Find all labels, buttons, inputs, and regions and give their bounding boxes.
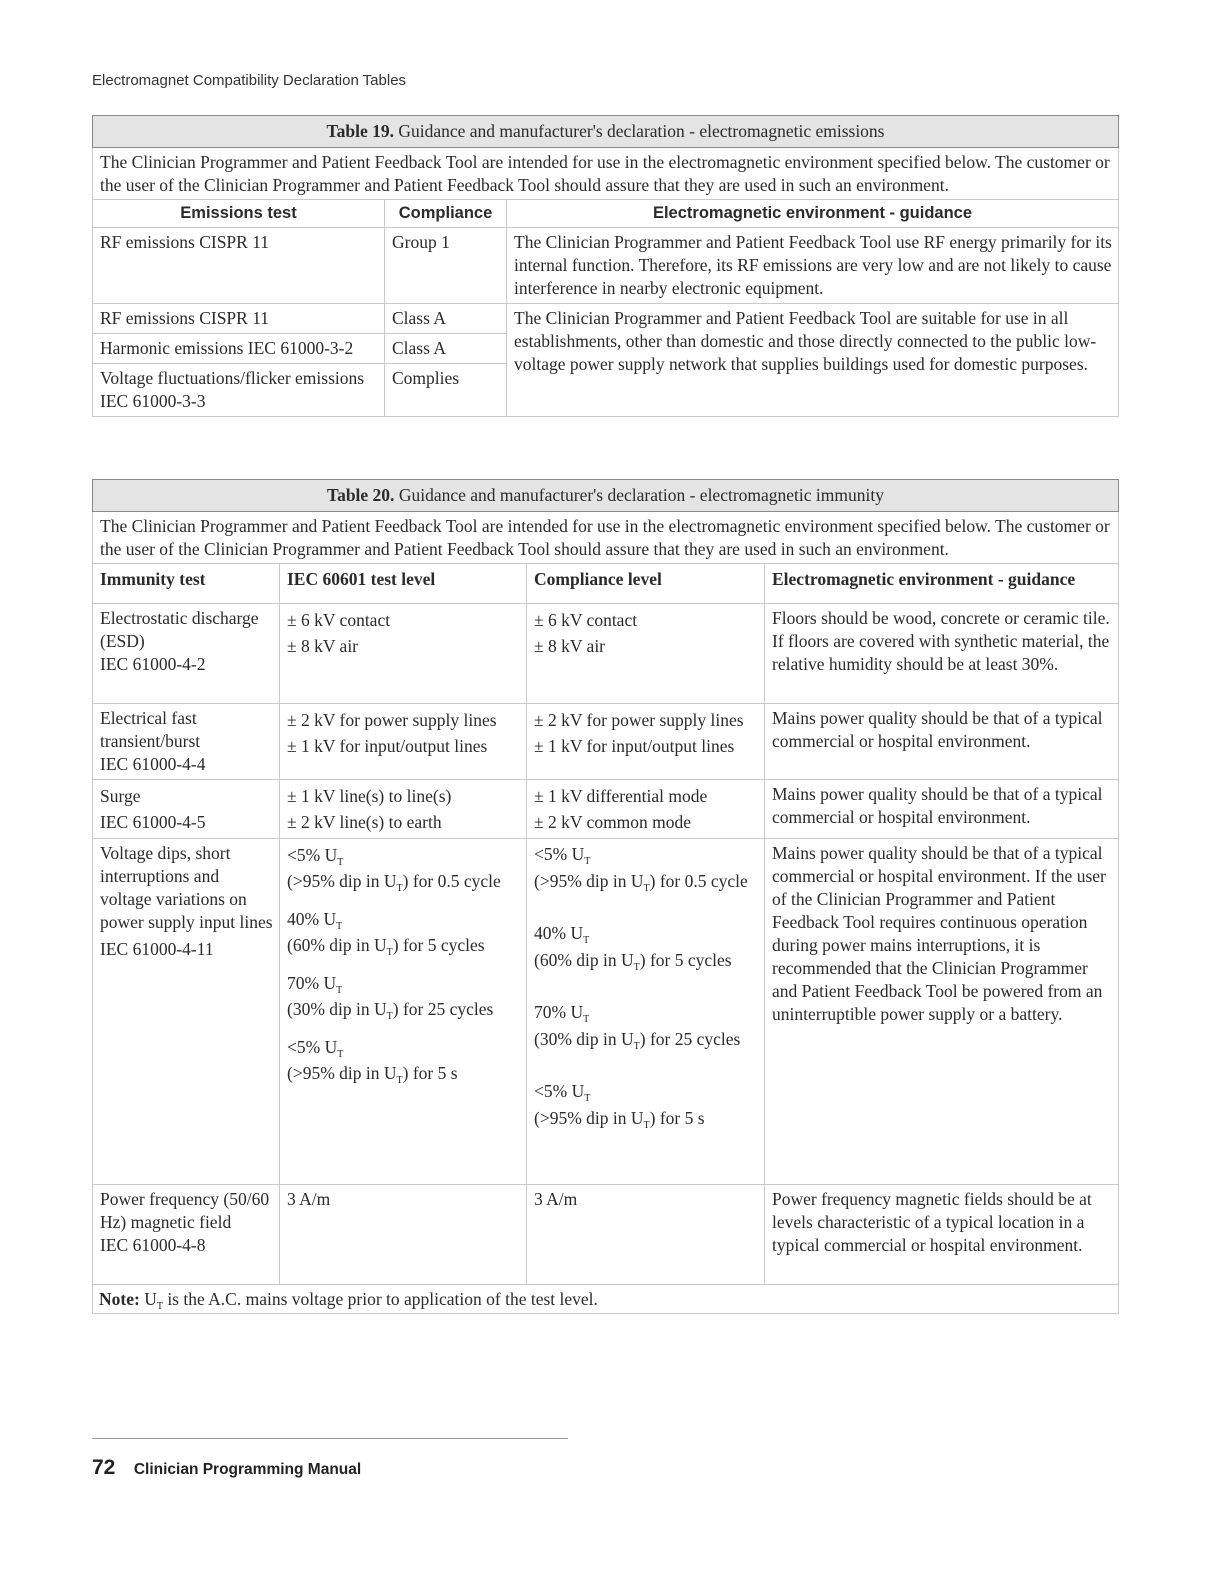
table-row <box>93 304 1119 334</box>
test-level-cell <box>280 780 527 839</box>
table-intro: The Clinician Programmer and Patient Feedback Tool are intended for use in the electromagnetic environment specified below. The customer or the user of the Clinician Programmer and Patient Feedback Tool should assure that they are used in such an environment. <box>93 512 1119 564</box>
standard-id: IEC 61000-4-2 <box>100 654 206 674</box>
level-line: ± 8 kV air <box>534 636 606 656</box>
level-line: ± 1 kV for input/output lines <box>287 736 488 756</box>
guidance-cell: Mains power quality should be that of a typical commercial or hospital environment. <box>765 780 1119 839</box>
column-header: Electromagnetic environment - guidance <box>765 564 1119 604</box>
level-line: ± 1 kV for input/output lines <box>534 736 735 756</box>
level-pct: <5% $U_T$ <box>534 844 591 867</box>
emissions-test-cell: Voltage fluctuations/flicker emissions IEC 61000-3-3 <box>93 364 385 417</box>
level-line: ± 2 kV for power supply lines <box>287 710 497 730</box>
running-header: Electromagnet Compatibility Declaration Tables <box>92 72 407 89</box>
level-line: ± 1 kV line(s) to line(s) <box>287 786 452 806</box>
level-dip: (60% dip in $U_T$) for 5 cycles <box>534 950 732 973</box>
compliance-level-cell <box>527 780 765 839</box>
level-dip: (>95% dip in $U_T$) for 0.5 cycle <box>287 871 501 894</box>
immunity-test-cell <box>93 839 280 1185</box>
test-name: Electrostatic discharge (ESD) <box>100 608 259 651</box>
test-name: Surge <box>100 786 141 806</box>
level-line: ± 1 kV differential mode <box>534 786 708 806</box>
table-row <box>93 780 1119 839</box>
table-row <box>93 228 1119 304</box>
immunity-test-cell <box>93 704 280 780</box>
level-dip: (>95% dip in $U_T$) for 5 s <box>287 1063 458 1086</box>
level-pct: <5% $U_T$ <box>287 845 344 868</box>
manual-title: Clinician Programming Manual <box>133 1461 362 1478</box>
compliance-level-cell <box>527 604 765 704</box>
test-name: Voltage dips, short interruptions and voltage variations on power supply input lines <box>100 843 273 932</box>
column-header: Emissions test <box>93 200 385 228</box>
level-dip: (60% dip in $U_T$) for 5 cycles <box>287 935 485 958</box>
guidance-cell: Mains power quality should be that of a typical commercial or hospital environment. If the user of the Clinician Programmer and Patient Feedback Tool requires continuous operation during power mains interruptions, it is recommended that the Clinician Programmer and Patient Feedback Tool be powered from an uninterruptible power supply or a battery. <box>765 839 1119 1185</box>
compliance-level-cell <box>527 704 765 780</box>
guidance-cell: The Clinician Programmer and Patient Feedback Tool are suitable for use in all establishments, other than domestic and those directly connected to the public low-voltage power supply network that supplies buildings used for domestic purposes. <box>507 304 1119 417</box>
standard-id: IEC 61000-4-5 <box>100 812 206 832</box>
level-pct: 70% $U_T$ <box>287 973 343 996</box>
level-line: ± 2 kV line(s) to earth <box>287 812 442 832</box>
level-dip: (>95% dip in $U_T$) for 0.5 cycle <box>534 871 748 894</box>
compliance-cell: Class A <box>385 304 507 334</box>
footer-rule <box>92 1438 568 1439</box>
level-dip: (30% dip in $U_T$) for 25 cycles <box>534 1029 741 1052</box>
emissions-test-cell: Harmonic emissions IEC 61000-3-2 <box>93 334 385 364</box>
level-line: ± 2 kV for power supply lines <box>534 710 744 730</box>
guidance-cell: The Clinician Programmer and Patient Feedback Tool use RF energy primarily for its internal function. Therefore, its RF emissions are very low and are not likely to cause interference in nearby electronic equipment. <box>507 228 1119 304</box>
table-caption <box>93 480 1119 512</box>
level-line: ± 2 kV common mode <box>534 812 692 832</box>
standard-id: IEC 61000-4-8 <box>100 1235 206 1255</box>
test-name: Power frequency (50/60 Hz) magnetic field <box>100 1189 270 1232</box>
table-label: Table 20. <box>327 485 395 505</box>
page-number: 72 <box>92 1456 116 1479</box>
page-footer <box>92 1456 361 1480</box>
column-header: IEC 60601 test level <box>280 564 527 604</box>
header-row <box>93 564 1119 604</box>
level-line: ± 6 kV contact <box>287 610 391 630</box>
table-emissions <box>92 115 1119 417</box>
table-title: Guidance and manufacturer's declaration - electromagnetic immunity <box>398 485 884 505</box>
table-label: Table 19. <box>326 121 394 141</box>
level-dip: (>95% dip in $U_T$) for 5 s <box>534 1108 705 1131</box>
compliance-cell: Class A <box>385 334 507 364</box>
compliance-cell: Group 1 <box>385 228 507 304</box>
column-header: Electromagnetic environment - guidance <box>507 200 1119 228</box>
level-pct: 70% $U_T$ <box>534 1002 590 1025</box>
table-row <box>93 604 1119 704</box>
emissions-test-cell: RF emissions CISPR 11 <box>93 304 385 334</box>
guidance-cell: Mains power quality should be that of a typical commercial or hospital environment. <box>765 704 1119 780</box>
level-pct: 40% $U_T$ <box>534 923 590 946</box>
table-title: Guidance and manufacturer's declaration - electromagnetic emissions <box>398 121 885 141</box>
test-level-cell <box>280 604 527 704</box>
table-caption <box>93 116 1119 148</box>
table-row <box>93 1185 1119 1285</box>
guidance-cell: Floors should be wood, concrete or ceramic tile. If floors are covered with synthetic material, the relative humidity should be at least 30%. <box>765 604 1119 704</box>
standard-id: IEC 61000-4-4 <box>100 754 206 774</box>
header-row <box>93 200 1119 228</box>
table-note: Note: $U_T$ is the A.C. mains voltage prior to application of the test level. <box>93 1285 1119 1314</box>
level-pct: <5% $U_T$ <box>534 1081 591 1104</box>
column-header: Immunity test <box>93 564 280 604</box>
guidance-cell: Power frequency magnetic fields should be at levels characteristic of a typical location in a typical commercial or hospital environment. <box>765 1185 1119 1285</box>
table-immunity <box>92 479 1119 1314</box>
compliance-level-cell <box>527 839 765 1185</box>
standard-id: IEC 61000-4-11 <box>100 939 214 959</box>
test-level-cell: 3 A/m <box>280 1185 527 1285</box>
test-name: Electrical fast transient/burst <box>100 708 201 751</box>
test-level-cell <box>280 839 527 1185</box>
emissions-test-cell: RF emissions CISPR 11 <box>93 228 385 304</box>
column-header: Compliance level <box>527 564 765 604</box>
immunity-test-cell <box>93 780 280 839</box>
immunity-test-cell <box>93 604 280 704</box>
level-pct: 40% $U_T$ <box>287 909 343 932</box>
level-dip: (30% dip in $U_T$) for 25 cycles <box>287 999 494 1022</box>
column-header: Compliance <box>385 200 507 228</box>
note-label: Note: <box>99 1289 140 1309</box>
compliance-cell: Complies <box>385 364 507 417</box>
table-row <box>93 839 1119 1185</box>
immunity-test-cell <box>93 1185 280 1285</box>
level-line: ± 8 kV air <box>287 636 359 656</box>
table-intro: The Clinician Programmer and Patient Feedback Tool are intended for use in the electromagnetic environment specified below. The customer or the user of the Clinician Programmer and Patient Feedback Tool should assure that they are used in such an environment. <box>93 148 1119 200</box>
test-level-cell <box>280 704 527 780</box>
level-line: ± 6 kV contact <box>534 610 638 630</box>
compliance-level-cell: 3 A/m <box>527 1185 765 1285</box>
table-row <box>93 704 1119 780</box>
level-pct: <5% $U_T$ <box>287 1037 344 1060</box>
